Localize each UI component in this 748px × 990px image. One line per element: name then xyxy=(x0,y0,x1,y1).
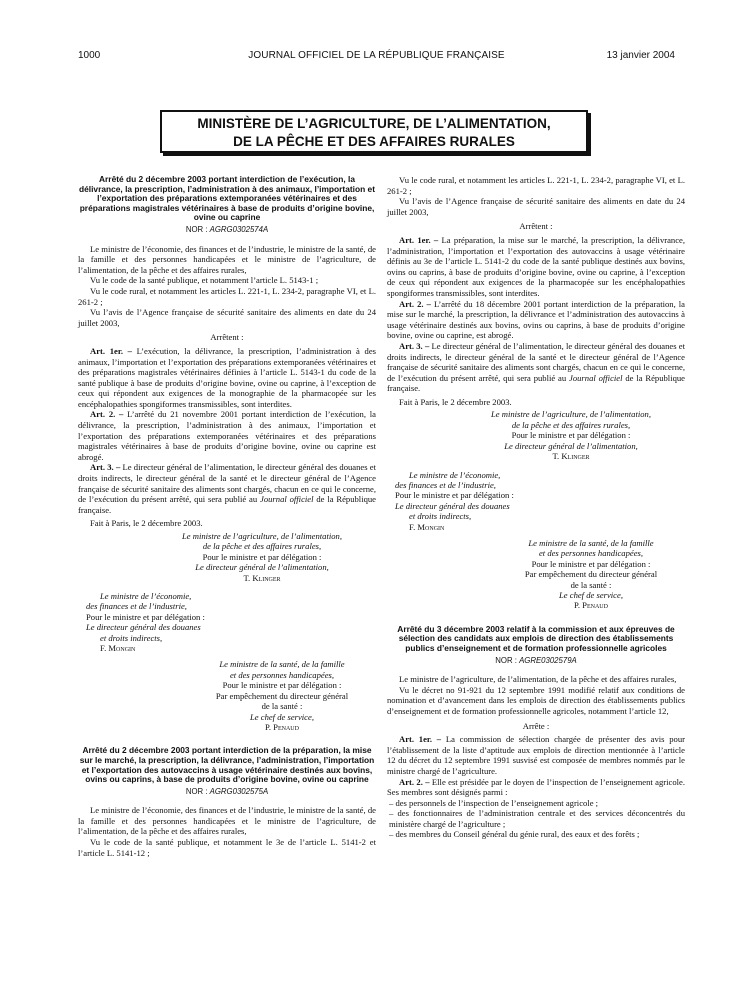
page-number: 1000 xyxy=(78,50,101,61)
decree1-title: Arrêté du 2 décembre 2003 portant interdiction de l’exécution, la délivrance, la prescription, l’administration à des animaux, l’importation et l’exportation des préparations extemporanées vétérinaires et des préparations magistrales vétérinaires à base de produits d’origine bovine, ovine ou caprine xyxy=(79,174,375,223)
decree1-visa-1: Vu le code de la santé publique, et notamment l’article L. 5143-1 ; xyxy=(90,275,319,286)
ministry-heading-box xyxy=(160,110,588,153)
decree2-preamble: Le ministre de l’économie, des finances et de l’industrie, le ministre de la santé, de la famille et des personnes handicapées et le ministre de l’agriculture, de l’alimentation, de la pêche et des affaires rurales, xyxy=(78,805,376,837)
decree3-nor: NOR : AGRE0302579A xyxy=(495,655,577,665)
decree1-preamble: Le ministre de l’économie, des finances et de l’industrie, le ministre de la santé, de la famille et des personnes handicapées et le ministre de l’agriculture, de l’alimentation, de la pêche et des affaires rurales, xyxy=(78,243,376,275)
decree2-signature-agriculture: Le ministre de l’agriculture, de l’alimentation, de la pêche et des affaires rurales, Pour le ministre et par délégation : Le directeur général de l’alimentation, T. Klinger xyxy=(491,409,651,462)
ministry-line-1: MINISTÈRE DE L’AGRICULTURE, DE L’ALIMENTATION, xyxy=(197,116,551,131)
decree1-signature-economie: Le ministre de l’économie, des finances et de l’industrie, Pour le ministre et par délégation : Le directeur général des douanes et droits indirects, F. Mongin xyxy=(86,591,205,654)
decree2-article-3: Art. 3. – Le directeur général de l’alimentation, le directeur général des douanes et droits indirects, le directeur général de la santé et le directeur général de l’Agence française de sécurité sanitaire des aliments sont chargés, chacun en ce qui le concerne, de l’exécution du présent arrêté, qui sera publié au Journal officiel de la République française. xyxy=(387,340,685,394)
decree1-fait: Fait à Paris, le 2 décembre 2003. xyxy=(90,518,203,529)
decree3-visa-1: Vu le décret no 91-921 du 12 septembre 1991 modifié relatif aux conditions de nomination et d’avancement dans les emplois de direction des établissements publics d’enseignement et de formation professionnelle agricoles, notamment l’article 12, xyxy=(387,684,685,716)
decree3-arrete: Arrête : xyxy=(522,720,550,731)
decree1-arretent: Arrêtent : xyxy=(210,332,244,343)
decree1-article-3: Art. 3. – Le directeur général de l’alimentation, le directeur général des douanes et droits indirects, le directeur général de la santé et le directeur général de l’Agence française de sécurité sanitaire des aliments sont chargés, chacun en ce qui le concerne, de l’exécution du présent arrêté, qui sera publié au Journal officiel de la République française. xyxy=(78,462,376,515)
list-item: – des fonctionnaires de l’administration centrale et des services déconcentrés du ministère chargé de l’agriculture ; xyxy=(389,808,685,829)
decree2-title: Arrêté du 2 décembre 2003 portant interdiction de la préparation, la mise sur le marché, la prescription, la délivrance, l’administration, l’importation et l’exportation des autovaccins à usage vétérinaire destinés aux bovins, ovins ou caprins, à base de produits d’origine bovine, ovine ou caprine xyxy=(79,745,375,785)
decree2-article-2: Art. 2. – L’arrêté du 18 décembre 2001 portant interdiction de la préparation, la mise sur le marché, la prescription, la délivrance et l’administration des autovaccins à usage vétérinaire destinés aux bovins, ovins ou caprins, à base de produits d’origine bovine, ovine ou caprine, est abrogé. xyxy=(387,298,685,341)
decree2-signature-economie: Le ministre de l’économie, des finances et de l’industrie, Pour le ministre et par délégation : Le directeur général des douanes et droits indirects, F. Mongin xyxy=(395,469,514,532)
decree1-article-1: Art. 1er. – L’exécution, la délivrance, la prescription, l’administration à des animaux, l’importation et l’exportation des préparations extemporanées vétérinaires et des préparations magistrales vétérinaires définies à l’article L. 5143-1 du code de la santé publique à base de produits d’origine bovine, ovine ou caprine, à l’exception de ceux qui répondent aux exigences de la monographie de la pharmacopée sur les encéphalopathies spongiformes transmissibles, sont interdites. xyxy=(78,345,376,409)
decree2-fait: Fait à Paris, le 2 décembre 2003. xyxy=(399,396,512,407)
issue-date: 13 janvier 2004 xyxy=(606,50,675,61)
decree2-nor: NOR : AGRG0302575A xyxy=(185,786,269,796)
ministry-line-2: DE LA PÊCHE ET DES AFFAIRES RURALES xyxy=(233,134,515,149)
page-header xyxy=(78,50,675,66)
decree1-signature-agriculture: Le ministre de l’agriculture, de l’alimentation, de la pêche et des affaires rurales, Pour le ministre et par délégation : Le directeur général de l’alimentation, T. Klinger xyxy=(182,531,342,583)
decree3-article-1: Art. 1er. – La commission de sélection chargée de présenter des avis pour l’établissement de la liste d’aptitude aux emplois de direction mentionnée à l’article 12 du décret du 12 septembre 1991 susvisé est composée de membres nommés par le ministre chargé de l’agriculture. xyxy=(387,734,685,776)
list-item: – des personnels de l’inspection de l’enseignement agricole ; xyxy=(389,797,599,808)
decree1-article-2: Art. 2. – L’arrêté du 21 novembre 2001 portant interdiction de l’exécution, la délivrance, la prescription, l’administration à des animaux, l’importation et l’exportation des préparations extemporanées vétérinaires et des préparations magistrales vétérinaires à base de produits d’origine bovine, ovine ou caprine est abrogé. xyxy=(78,409,376,462)
decree2-visa-2: Vu le code rural, et notamment les articles L. 221-1, L. 234-2, paragraphe VI, et L. 261-2 ; xyxy=(387,175,685,196)
right-column xyxy=(387,175,685,840)
decree3-article-2: Art. 2. – Elle est présidée par le doyen de l’inspection de l’enseignement agricole. Ses membres sont désignés parmi : xyxy=(387,776,685,798)
decree2-signature-sante: Le ministre de la santé, de la famille et des personnes handicapées, Pour le ministre et par délégation : Par empêchement du directeur général de la santé : Le chef de service, P. Penaud xyxy=(524,537,658,611)
decree1-signature-sante: Le ministre de la santé, de la famille et des personnes handicapées, Pour le ministre et par délégation : Par empêchement du directeur général de la santé : Le chef de service, P. Penaud xyxy=(215,659,349,732)
decree3-preamble: Le ministre de l’agriculture, de l’alimentation, de la pêche et des affaires rurales, xyxy=(399,674,677,685)
decree1-visa-3: Vu l’avis de l’Agence française de sécurité sanitaire des aliments en date du 24 juillet 2003, xyxy=(78,307,376,328)
decree1-nor: NOR : AGRG0302574A xyxy=(185,224,269,234)
list-item: – des membres du Conseil général du génie rural, des eaux et des forêts ; xyxy=(389,829,640,840)
decree3-members-list xyxy=(387,798,685,840)
journal-title: JOURNAL OFFICIEL DE LA RÉPUBLIQUE FRANÇAISE xyxy=(248,50,505,61)
decree2-arretent: Arrêtent : xyxy=(519,221,553,232)
decree1-visa-2: Vu le code rural, et notamment les articles L. 221-1, L. 234-2, paragraphe VI, et L. 261-2 ; xyxy=(78,285,376,307)
decree3-title: Arrêté du 3 décembre 2003 relatif à la commission et aux épreuves de sélection des candidats aux emplois de direction des établissements publics d’enseignement et de formation professionnelle agricoles xyxy=(397,623,675,653)
decree2-visa-1: Vu le code de la santé publique, et notamment le 3e de l’article L. 5141-2 et l’article L. 5141-12 ; xyxy=(78,837,376,858)
decree2-article-1: Art. 1er. – La préparation, la mise sur le marché, la prescription, la délivrance, l’administration, l’importation et l’exportation des autovaccins à usage vétérinaire définis au 3e de l’article L. 5141-2 du code de la santé publique destinés aux bovins, ovins ou caprins, à base de produits d’origine bovine, ovine ou caprine, à l’exception de ceux qui répondent aux exigences de la pharmacopée sur les encéphalopathies spongiformes transmissibles, sont interdites. xyxy=(387,234,685,298)
decree2-visa-3: Vu l’avis de l’Agence française de sécurité sanitaire des aliments en date du 24 juillet 2003, xyxy=(387,196,685,217)
left-column xyxy=(78,175,376,858)
